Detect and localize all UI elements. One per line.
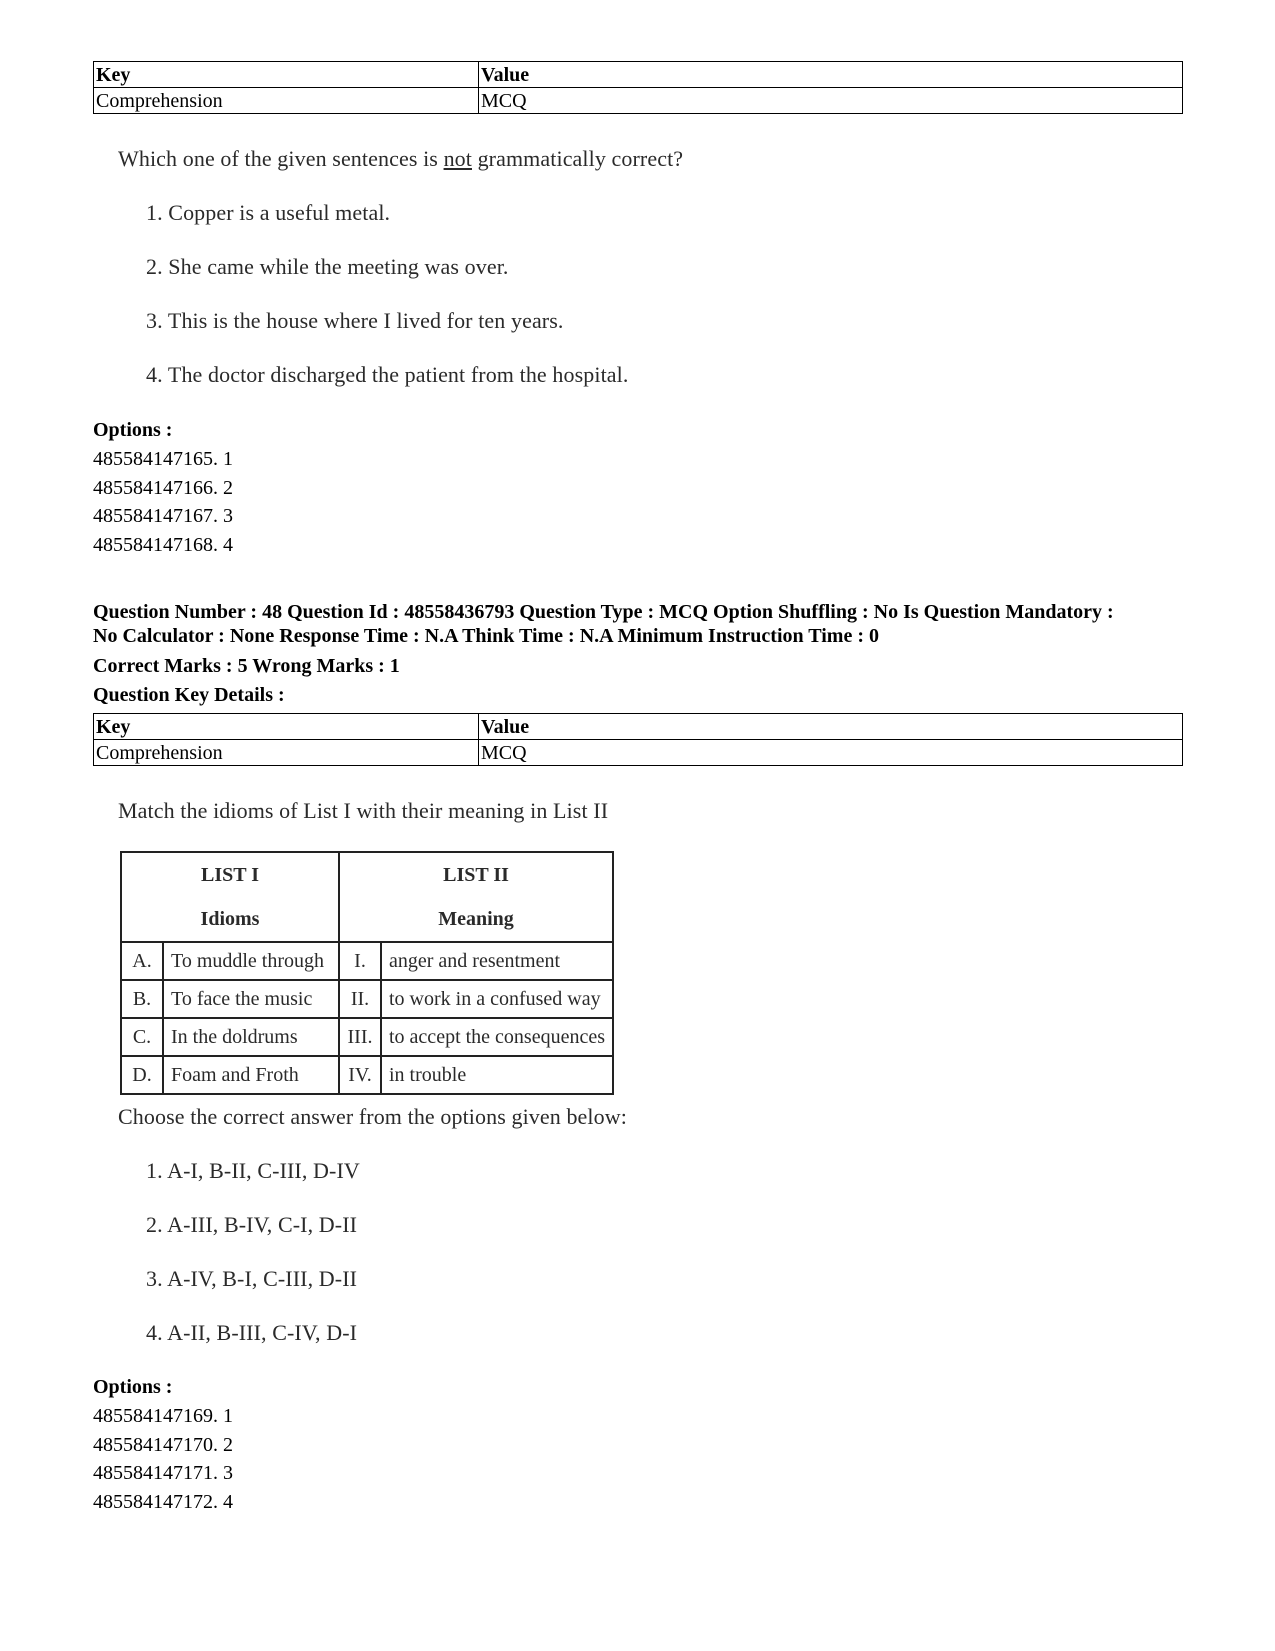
meaning-cell: to work in a confused way xyxy=(381,980,613,1018)
prompt-part: grammatically correct? xyxy=(471,146,684,171)
row-letter: D. xyxy=(121,1056,163,1094)
value-cell: MCQ xyxy=(479,88,1183,114)
idiom-cell: To muddle through xyxy=(163,942,339,980)
idiom-cell: Foam and Froth xyxy=(163,1056,339,1094)
key-header: Key xyxy=(94,62,479,88)
option-47-3: 485584147167. 3 xyxy=(93,505,233,527)
question-47-item-4: 4. The doctor discharged the patient from the hospital. xyxy=(146,362,629,387)
question-key-table-48 xyxy=(93,713,1183,766)
options-label-48: Options : xyxy=(93,1376,173,1398)
options-label-47: Options : xyxy=(93,419,173,441)
question-48-meta-line-1: Question Number : 48 Question Id : 48558436793 Question Type : MCQ Option Shuffling : No Is Question Mandatory : xyxy=(93,601,1114,623)
list-1-title: LIST I xyxy=(200,864,259,886)
option-48-1: 485584147169. 1 xyxy=(93,1405,233,1427)
question-47-prompt xyxy=(118,146,683,172)
key-header: Key xyxy=(94,714,479,740)
row-letter: A. xyxy=(121,942,163,980)
option-47-1: 485584147165. 1 xyxy=(93,448,233,470)
value-header: Value xyxy=(479,62,1183,88)
idiom-cell: In the doldrums xyxy=(163,1018,339,1056)
row-roman: III. xyxy=(339,1018,381,1056)
option-48-3: 485584147171. 3 xyxy=(93,1462,233,1484)
idioms-table-header-row xyxy=(121,852,613,942)
list-2-header xyxy=(339,852,613,942)
list-1-header xyxy=(121,852,339,942)
row-letter: C. xyxy=(121,1018,163,1056)
key-cell: Comprehension xyxy=(94,740,479,766)
question-48-item-3: 3. A-IV, B-I, C-III, D-II xyxy=(146,1266,358,1291)
row-roman: I. xyxy=(339,942,381,980)
list-2-title: LIST II xyxy=(443,864,509,886)
idioms-table-row xyxy=(121,1056,613,1094)
idioms-table-row xyxy=(121,1018,613,1056)
question-47-item-2: 2. She came while the meeting was over. xyxy=(146,254,509,279)
choose-answer-instruction: Choose the correct answer from the options given below: xyxy=(118,1104,627,1129)
option-48-4: 485584147172. 4 xyxy=(93,1491,233,1513)
list-1-subtitle: Idioms xyxy=(200,908,260,930)
question-48-item-1: 1. A-I, B-II, C-III, D-IV xyxy=(146,1158,360,1183)
meaning-cell: to accept the consequences xyxy=(381,1018,613,1056)
question-47-item-1: 1. Copper is a useful metal. xyxy=(146,200,391,225)
question-key-table-47 xyxy=(93,61,1183,114)
row-roman: IV. xyxy=(339,1056,381,1094)
question-48-prompt: Match the idioms of List I with their meaning in List II xyxy=(118,798,609,823)
option-47-4: 485584147168. 4 xyxy=(93,534,233,556)
value-cell: MCQ xyxy=(479,740,1183,766)
idiom-cell: To face the music xyxy=(163,980,339,1018)
value-header: Value xyxy=(479,714,1183,740)
meaning-cell: in trouble xyxy=(381,1056,613,1094)
option-47-2: 485584147166. 2 xyxy=(93,477,233,499)
question-48-meta-line-2: No Calculator : None Response Time : N.A Think Time : N.A Minimum Instruction Time : 0 xyxy=(93,625,879,647)
key-table-row xyxy=(94,740,1183,766)
key-cell: Comprehension xyxy=(94,88,479,114)
list-2-subtitle: Meaning xyxy=(438,908,514,930)
row-letter: B. xyxy=(121,980,163,1018)
idioms-table-row xyxy=(121,942,613,980)
key-table-row xyxy=(94,88,1183,114)
option-48-2: 485584147170. 2 xyxy=(93,1434,233,1456)
meaning-cell: anger and resentment xyxy=(381,942,613,980)
question-key-details-label: Question Key Details : xyxy=(93,684,285,706)
idioms-table-row xyxy=(121,980,613,1018)
prompt-part: Which one of the given sentences is xyxy=(118,146,444,171)
question-48-item-4: 4. A-II, B-III, C-IV, D-I xyxy=(146,1320,358,1345)
idioms-match-table xyxy=(120,851,614,1095)
question-47-item-3: 3. This is the house where I lived for ten years. xyxy=(146,308,564,333)
row-roman: II. xyxy=(339,980,381,1018)
question-48-marks: Correct Marks : 5 Wrong Marks : 1 xyxy=(93,655,400,677)
key-table-header-row xyxy=(94,62,1183,88)
prompt-underlined-word: not xyxy=(443,146,472,171)
key-table-header-row xyxy=(94,714,1183,740)
question-48-item-2: 2. A-III, B-IV, C-I, D-II xyxy=(146,1212,358,1237)
